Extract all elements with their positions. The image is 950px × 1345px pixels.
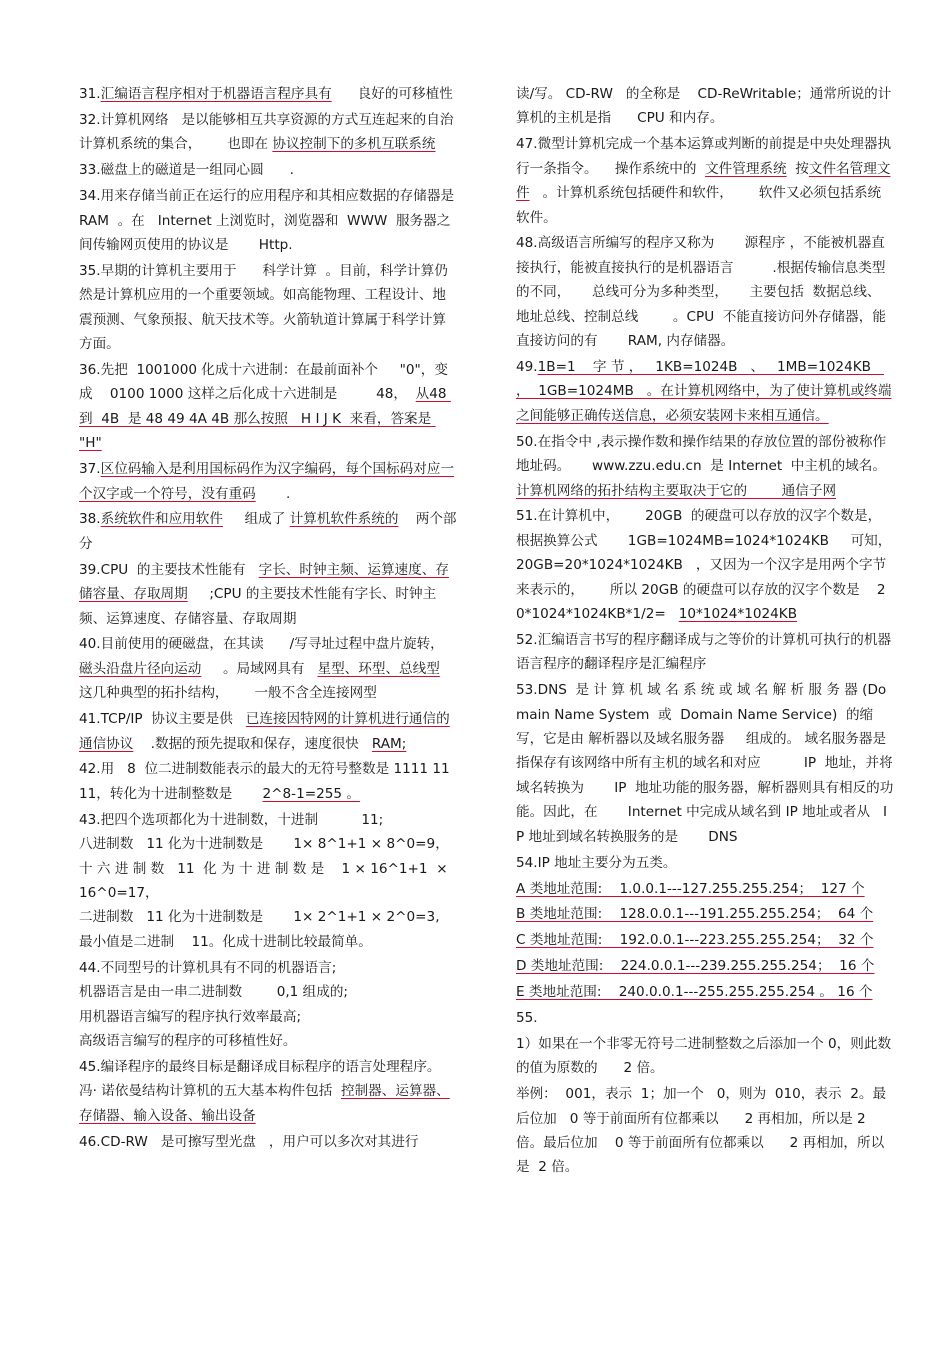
text-span: 。局域网具有 [201, 660, 318, 677]
underlined-answer: 计算机网络的拓扑结构主要取决于它的 通信子网 [516, 482, 837, 499]
right-column [516, 82, 905, 1181]
text-span: 34.用来存储当前正在运行的应用程序和其相应数据的存储器是 RAM 。在 Internet 上浏览时，浏览器和 WWW 服务器之间传输网页使用的协议是 Http. [79, 188, 472, 253]
underlined-answer: 10*1024*1024KB [678, 606, 798, 623]
text-span: 36.先把 1001000 化成十六进制：在最前面补个 "0"，变成 0100 1000 这样之后化成十六进制是 48， [79, 361, 448, 403]
text-span: 54.IP 地址主要分为五类。 [516, 854, 677, 871]
text-span: 39.CPU 的主要技术性能有 [79, 561, 259, 578]
underlined-answer: 磁头沿盘片径向运动 [79, 660, 202, 677]
question-paragraph [79, 82, 457, 106]
question-paragraph [516, 430, 894, 503]
underlined-answer: C 类地址范围: 192.0.0.1---223.255.255.254； 32 个 [516, 932, 874, 949]
text-span: 37. [79, 461, 101, 478]
underlined-answer: 文件管理系统 [705, 160, 787, 177]
underlined-answer: 星型、环型、总线型 [317, 660, 440, 677]
text-span: 50.在指令中 ,表示操作数和操作结果的存放位置的部份被称作地址码。 www.zzu.edu.cn 是 Internet 中主机的域名。 [516, 433, 887, 475]
underlined-answer: 2^8-1=255 。 [262, 785, 360, 802]
text-span: 49. [516, 358, 538, 375]
underlined-answer: 系统软件和应用软件 [100, 511, 223, 528]
text-span: 读/写。 CD-RW 的全称是 CD-ReWritable；通常所说的计算机的主机是指 CPU 和内存。 [516, 86, 892, 127]
text-span: 31. [79, 86, 101, 102]
question-paragraph [79, 108, 457, 157]
text-span: 53.DNS 是 计 算 机 域 名 系 统 或 域 名 解 析 服 务 器 (Domain Name System 或 Domain Name Service) 的缩写，它是由 解析器以及域名服务器 组成的。 域名服务器是指保存有该网络中所有主机的域名和对应 IP 地址，并将域名转换为 IP 地址功能的服务器，解析器则具有相反的功能。因此，在 Internet 中完成从域名到 IP 地址或者从 IP 地址到域名转换服务的是 DNS [516, 682, 894, 845]
underlined-answer: 从48 到 4B 是 48 49 4A 4B 那么按照 H I J K 来看，答案是 "H" [79, 386, 451, 452]
underlined-answer: B 类地址范围: 128.0.0.1---191.255.255.254； 64 个 [516, 906, 874, 923]
question-paragraph [516, 980, 894, 1004]
question-paragraph [516, 678, 894, 849]
question-paragraph [516, 82, 894, 131]
underlined-answer: D 类地址范围: 224.0.0.1---239.255.255.254； 16 个 [516, 958, 875, 975]
question-paragraph [79, 558, 457, 631]
left-column [79, 82, 472, 1155]
text-span: 举例： 001，表示 1；加一个 0，则为 010，表示 2。最后位加 0 等于前面所有位都乘以 2 再相加，所以是 2 倍。最后位加 0 等于前面所有位都乘以 2 再相加，所以是 2 倍。 [516, 1086, 887, 1176]
question-paragraph [516, 1032, 894, 1081]
text-span: . [255, 485, 291, 502]
text-span: 41.TCP/IP 协议主要是供 [79, 711, 246, 728]
text-span: 47.微型计算机完成一个基本运算或判断的前提是中央处理器执行一条指令。 操作系统中的 [516, 136, 892, 177]
text-span: 51.在计算机中， 20GB 的硬盘可以存放的汉字个数是，根据换算公式 1GB=1024MB=1024*1024KB 可知， 20GB=20*1024*1024KB ，又因为一个汉字是用两个字节来表示的， 所以 20GB 的硬盘可以存放的汉字个数是 20*1024*1024KB*1/2= [516, 508, 905, 623]
text-span: 35.早期的计算机主要用于 科学计算 。目前，科学计算仍然是计算机应用的一个重要领域。如高能物理、工程设计、地震预测、气象预报、航天技术等。火箭轨道计算属于科学计算方面。 [79, 262, 448, 353]
underlined-answer: E 类地址范围: 240.0.0.1---255.255.255.254 。 16 个 [516, 984, 873, 1001]
text-span: 43.把四个选项都化为十进制数，十进制 11; 八进制数 11 化为十进制数是 1× 8^1+1 × 8^0=9， 十 六 进 制 数 11 化 为 十 进 制 数 是 1 × 16^1+1 × 16^0=17， 二进制数 11 化为十进制数是 1× 2^1+1 × 2^0=3, 最小值是二进制 11。化成十进制比较最简单。 [79, 811, 449, 950]
underlined-answer: RAM; [371, 735, 407, 752]
question-paragraph [516, 132, 894, 230]
text-span: 40.目前使用的硬磁盘，在其读 /写寻址过程中盘片旋转， [79, 636, 453, 653]
text-span: 良好的可移植性 [331, 86, 453, 102]
text-span: 38. [79, 511, 101, 528]
text-span: 这几种典型的拓扑结构， 一般不含全连接网型 [79, 660, 445, 702]
underlined-answer: 文件名管理文件 [516, 160, 891, 202]
text-span: ;CPU 的主要技术性能有字长、时钟主频、运算速度、存储容量、存取周期 [79, 586, 437, 627]
text-span: 46.CD-RW 是可擦写型光盘 ，用户可以多次对其进行 [79, 1133, 419, 1150]
text-span: 48.高级语言所编写的程序又称为 源程序 ，不能被机器直接执行，能被直接执行的是机器语言 .根据传输信息类型的不同， 总线可分为多种类型， 主要包括 数据总线、地址总线、控制总线 。CPU 不能直接访问外存储器，能直接访问的有 RAM, 内存储器。 [516, 235, 886, 350]
question-paragraph [79, 457, 457, 506]
question-paragraph [79, 259, 457, 357]
text-span: 32.计算机网络 是以能够相互共享资源的方式互连起来的自治计算机系统的集合， 也即在 [79, 111, 454, 153]
question-paragraph [516, 851, 894, 875]
text-span: 1）如果在一个非零无符号二进制整数之后添加一个 0，则此数的值为原数的 2 倍。 [516, 1035, 892, 1077]
underlined-answer: 已连接因特网的计算机进行通信的通信协议 [79, 711, 450, 752]
question-paragraph [516, 877, 894, 901]
text-span: 。计算机系统包括硬件和软件， 软件又必须包括系统软件。 [516, 185, 882, 226]
question-paragraph [516, 902, 894, 926]
question-paragraph [79, 184, 472, 257]
question-paragraph [516, 504, 905, 626]
question-paragraph [79, 632, 457, 705]
underlined-answer: 计算机软件系统的 [289, 511, 399, 528]
underlined-answer: 区位码输入是利用国标码作为汉字编码，每个国标码对应一个汉字或一个符号，没有重码 [79, 461, 455, 502]
question-paragraph [516, 355, 894, 428]
underlined-answer: 协议控制下的多机互联系统 [272, 136, 436, 153]
question-paragraph [79, 158, 457, 182]
question-paragraph [516, 231, 894, 353]
text-span: 55. [516, 1010, 538, 1027]
question-paragraph [79, 507, 457, 556]
underlined-answer: 控制器、运算器、存储器、输入设备、输出设备 [79, 1083, 450, 1124]
question-paragraph [516, 628, 894, 677]
question-paragraph [516, 1006, 894, 1030]
question-paragraph [516, 1082, 894, 1180]
question-paragraph [79, 808, 457, 954]
underlined-answer: 字长、时钟主频、运算速度、存储容量、存取周期 [79, 561, 449, 603]
question-paragraph [79, 1130, 457, 1154]
question-paragraph [79, 1055, 457, 1128]
underlined-answer: 1B=1 字 节 ， 1KB=1024B 、 1MB=1024KB ， 1GB=1024MB 。在计算机网络中，为了使计算机或终端之间能够正确传送信息，必须安装网卡来相互通信。 [516, 358, 892, 424]
question-paragraph [79, 358, 457, 456]
question-paragraph [79, 707, 457, 756]
underlined-answer: A 类地址范围: 1.0.0.1---127.255.255.254； 127 个 [516, 880, 865, 897]
question-paragraph [516, 954, 894, 978]
question-paragraph [79, 757, 457, 806]
text-span: .数据的预先提取和保存，速度很快 [133, 735, 372, 752]
text-span: 42.用 8 位二进制数能表示的最大的无符号整数是 1111 1111，转化为十进制整数是 [79, 761, 450, 802]
text-span: 组成了 [222, 511, 290, 528]
text-span: 45.编译程序的最终目标是翻译成目标程序的语言处理程序。 冯· 诺依曼结构计算机的五大基本构件包括 [79, 1058, 445, 1100]
text-span: 两个部分 [79, 511, 457, 552]
question-paragraph [516, 928, 894, 952]
text-span: 33.磁盘上的磁道是一组同心圆 . [79, 162, 294, 179]
text-span: 44.不同型号的计算机具有不同的机器语言; 机器语言是由一串二进制数 0,1 组成的; 用机器语言编写的程序执行效率最高; 高级语言编写的程序的可移植性好。 [79, 959, 348, 1049]
question-paragraph [79, 956, 457, 1054]
text-span: 按 [786, 160, 809, 177]
underlined-answer: 汇编语言程序相对于机器语言程序具有 [100, 86, 332, 102]
text-span: 52.汇编语言书写的程序翻译成与之等价的计算机可执行的机器语言程序的翻译程序是汇编程序 [516, 631, 892, 673]
